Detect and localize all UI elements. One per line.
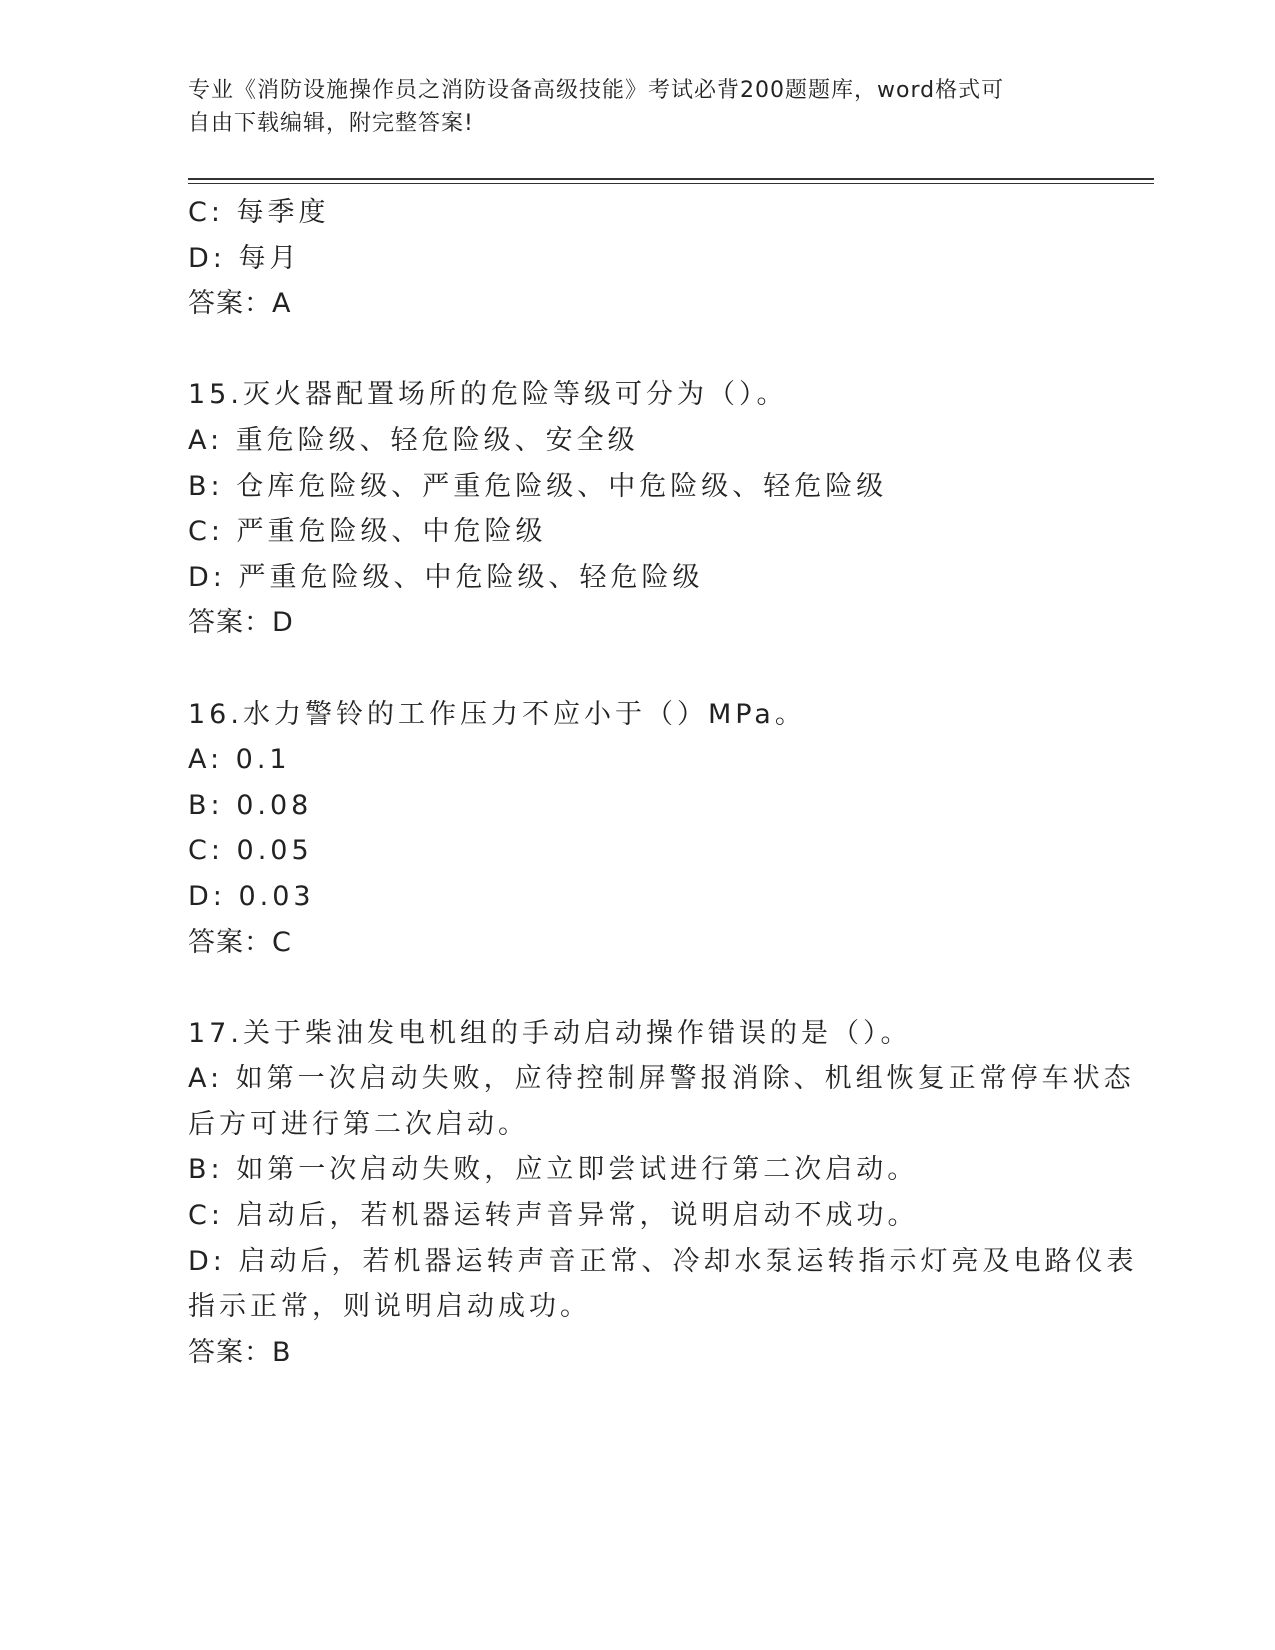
- question-17: [188, 1011, 1138, 1376]
- option-a-line-1: A: 如第一次启动失败，应待控制屏警报消除、机组恢复正常停车状态: [188, 1063, 1135, 1095]
- question-list: [188, 190, 1138, 1375]
- answer-line: 答案：A: [188, 288, 292, 320]
- option-d-line-2: 指示正常，则说明启动成功。: [188, 1291, 591, 1323]
- option-a-line-2: 后方可进行第二次启动。: [188, 1108, 529, 1140]
- option-a: A: 重危险级、轻危险级、安全级: [188, 424, 639, 456]
- question-text: 17.关于柴油发电机组的手动启动操作错误的是（）。: [188, 1017, 912, 1049]
- page-header: [188, 74, 1068, 140]
- option-d-line-1: D: 启动后，若机器运转声音正常、冷却水泵运转指示灯亮及电路仪表: [188, 1245, 1138, 1277]
- spacer: [188, 327, 1088, 373]
- spacer: [188, 646, 1088, 692]
- option-a: A: 0.1: [188, 744, 291, 776]
- option-c: C: 启动后，若机器运转声音异常，说明启动不成功。: [188, 1200, 919, 1232]
- answer-line: 答案：D: [188, 607, 294, 639]
- question-16: [188, 692, 1088, 966]
- option-d: D: 每月: [188, 242, 301, 274]
- header-divider-thin: [188, 183, 1154, 184]
- question-14-tail: [188, 190, 1088, 327]
- header-title-line-1: 专业《消防设施操作员之消防设备高级技能》考试必背200题题库，word格式可: [188, 78, 1005, 103]
- option-d: D: 0.03: [188, 880, 315, 912]
- option-b: B: 0.08: [188, 789, 313, 821]
- option-b: B: 仓库危险级、严重危险级、中危险级、轻危险级: [188, 470, 888, 502]
- option-c: C: 每季度: [188, 197, 330, 228]
- question-text: 16.水力警铃的工作压力不应小于（）MPa。: [188, 698, 806, 730]
- question-15: [188, 372, 1088, 646]
- option-b: B: 如第一次启动失败，应立即尝试进行第二次启动。: [188, 1154, 919, 1186]
- header-title-line-2: 自由下载编辑，附完整答案!: [188, 111, 474, 136]
- header-divider-thick: [188, 178, 1154, 180]
- spacer: [188, 965, 1088, 1011]
- answer-line: 答案：C: [188, 926, 292, 958]
- question-text: 15.灭火器配置场所的危险等级可分为（）。: [188, 379, 788, 411]
- answer-line: 答案：B: [188, 1336, 292, 1368]
- option-c: C: 0.05: [188, 835, 313, 867]
- option-d: D: 严重危险级、中危险级、轻危险级: [188, 561, 704, 593]
- option-c: C: 严重危险级、中危险级: [188, 516, 547, 548]
